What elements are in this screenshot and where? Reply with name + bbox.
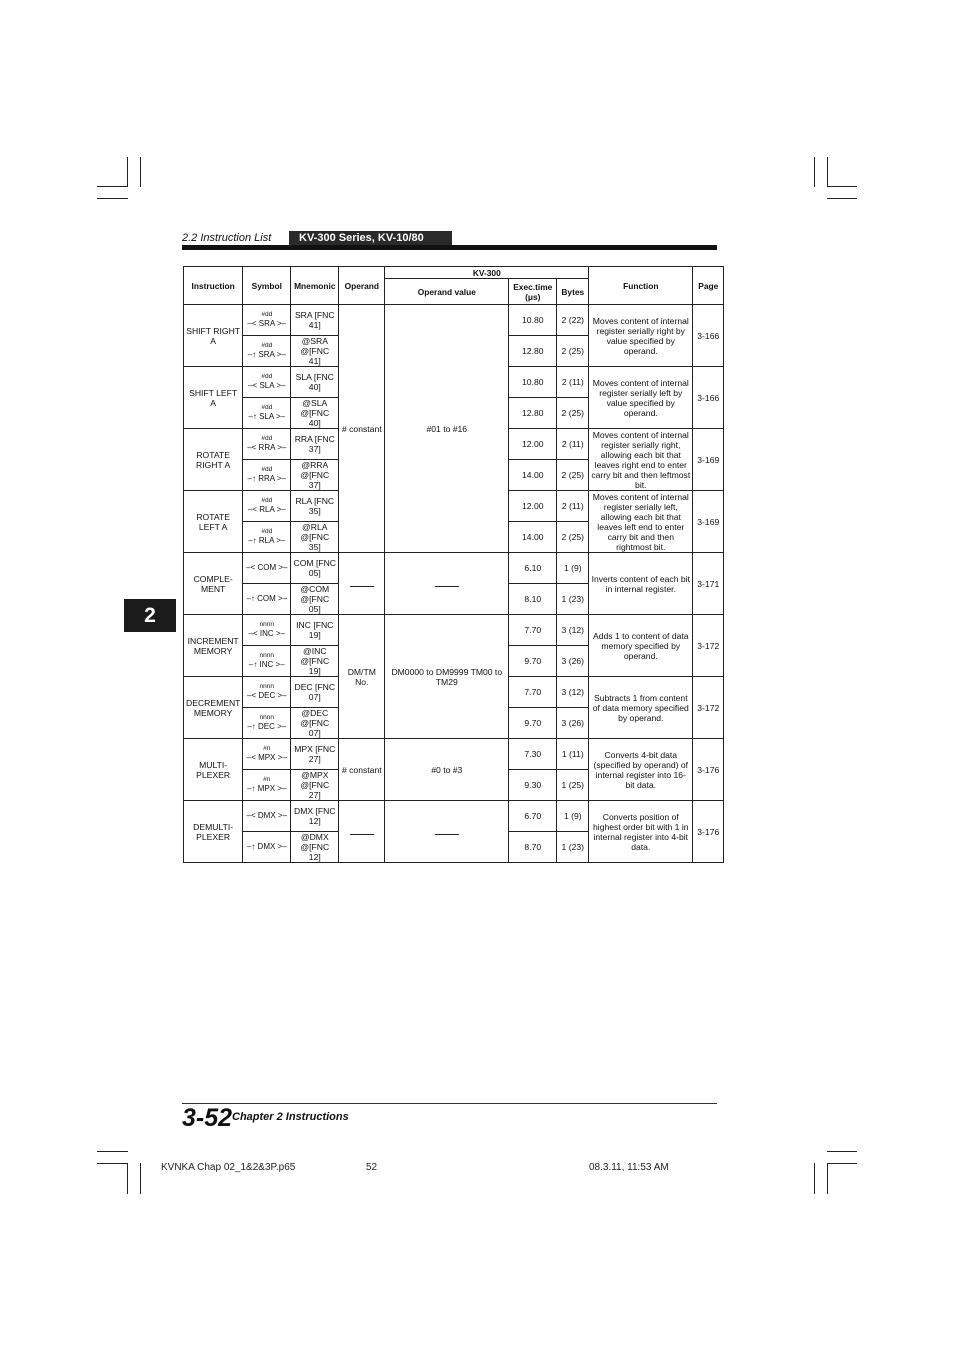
operand-value [385, 801, 509, 863]
symbol-operand-tag: #dd [261, 342, 273, 349]
crop-mark [140, 157, 141, 187]
symbol-graphic: –< INC >– [248, 629, 286, 638]
mnemonic: RRA [FNC 37] [291, 429, 339, 460]
table-row [184, 739, 724, 770]
function-desc: Moves content of internal register serially left by value specified by operand. [589, 367, 693, 429]
symbol-graphic: –< COM >– [246, 563, 288, 572]
bytes: 2 (25) [557, 398, 589, 429]
bytes: 2 (11) [557, 367, 589, 398]
crop-mark [827, 198, 857, 199]
function-desc: Moves content of internal register serially right by value specified by operand. [589, 305, 693, 367]
exec-time: 8.10 [509, 584, 557, 615]
function-desc: Moves content of internal register serially right, allowing each bit that leaves right end to enter carry bit and then leftmost bit. [589, 429, 693, 491]
symbol-operand-tag: nnnn [259, 652, 275, 659]
page-ref: 3-169 [693, 429, 724, 491]
mnemonic: DEC [FNC 07] [291, 677, 339, 708]
exec-time: 9.70 [509, 646, 557, 677]
instruction-name: MULTI- PLEXER [184, 739, 243, 801]
mnemonic: @RRA @[FNC 37] [291, 460, 339, 491]
crop-mark [127, 157, 128, 187]
instruction-name: ROTATE LEFT A [184, 491, 243, 553]
exec-time: 6.70 [509, 801, 557, 832]
symbol-graphic: –↑ SRA >– [247, 350, 286, 359]
ladder-symbol [243, 522, 291, 553]
footer-rule [182, 1103, 717, 1104]
bytes: 1 (9) [557, 553, 589, 584]
ladder-symbol [243, 305, 291, 336]
symbol-graphic: –< SRA >– [247, 319, 287, 328]
table-row [184, 553, 724, 584]
mnemonic: @RLA @[FNC 35] [291, 522, 339, 553]
mnemonic: MPX [FNC 27] [291, 739, 339, 770]
mnemonic: @DMX @[FNC 12] [291, 832, 339, 863]
symbol-graphic: –< RLA >– [247, 505, 286, 514]
page-ref: 3-166 [693, 367, 724, 429]
col-kv300: KV-300 [385, 267, 589, 279]
bytes: 3 (26) [557, 708, 589, 739]
mnemonic: RLA [FNC 35] [291, 491, 339, 522]
symbol-operand-tag: #dd [261, 373, 273, 380]
page-ref: 3-172 [693, 615, 724, 677]
function-desc: Subtracts 1 from content of data memory specified by operand. [589, 677, 693, 739]
bytes: 1 (23) [557, 832, 589, 863]
ladder-symbol [243, 336, 291, 367]
exec-time: 10.80 [509, 367, 557, 398]
bytes: 2 (25) [557, 460, 589, 491]
bytes: 2 (25) [557, 336, 589, 367]
bytes: 3 (12) [557, 677, 589, 708]
bytes: 3 (26) [557, 646, 589, 677]
function-desc: Converts 4-bit data (specified by operand) of internal register into 16- bit data. [589, 739, 693, 801]
symbol-graphic: –↑ COM >– [246, 594, 288, 603]
operand: DM/TM No. [339, 615, 385, 739]
operand [339, 801, 385, 863]
bytes: 2 (25) [557, 522, 589, 553]
symbol-operand-tag: #dd [261, 466, 273, 473]
dash-line [350, 834, 374, 835]
ladder-symbol [243, 584, 291, 615]
function-desc: Converts position of highest order bit with 1 in internal register into 4-bit data. [589, 801, 693, 863]
symbol-graphic: –< DMX >– [246, 811, 288, 820]
crop-mark [814, 157, 815, 187]
crop-mark [97, 1163, 128, 1164]
exec-time: 7.70 [509, 615, 557, 646]
instruction-name: COMPLE- MENT [184, 553, 243, 615]
mnemonic: SLA [FNC 40] [291, 367, 339, 398]
ladder-symbol [243, 832, 291, 863]
bytes: 2 (11) [557, 429, 589, 460]
dash-line [350, 586, 374, 587]
symbol-operand-tag: #dd [261, 528, 273, 535]
bytes: 2 (11) [557, 491, 589, 522]
mnemonic: @SLA @[FNC 40] [291, 398, 339, 429]
table-row [184, 305, 724, 336]
symbol-graphic: –< RRA >– [247, 443, 287, 452]
page-ref: 3-171 [693, 553, 724, 615]
dash-line [435, 834, 459, 835]
bytes: 3 (12) [557, 615, 589, 646]
page-ref: 3-172 [693, 677, 724, 739]
operand: # constant [339, 739, 385, 801]
instruction-name: INCREMENT MEMORY [184, 615, 243, 677]
symbol-graphic: –↑ INC >– [248, 660, 285, 669]
instruction-name: SHIFT LEFT A [184, 367, 243, 429]
ladder-symbol [243, 615, 291, 646]
mnemonic: @SRA @[FNC 41] [291, 336, 339, 367]
function-desc: Inverts content of each bit in internal register. [589, 553, 693, 615]
mnemonic: @COM @[FNC 05] [291, 584, 339, 615]
exec-time: 12.80 [509, 398, 557, 429]
symbol-graphic: –< MPX >– [246, 753, 287, 762]
crop-mark [827, 1163, 857, 1164]
table-row [184, 615, 724, 646]
page-ref: 3-166 [693, 305, 724, 367]
exec-time: 9.30 [509, 770, 557, 801]
symbol-graphic: –↑ SLA >– [248, 412, 286, 421]
crop-mark [97, 186, 128, 187]
crop-mark [827, 1163, 828, 1194]
symbol-operand-tag: nnnn [259, 714, 275, 721]
exec-time: 7.70 [509, 677, 557, 708]
chapter-tab: 2 [124, 599, 176, 632]
page-ref: 3-169 [693, 491, 724, 553]
crop-mark [97, 198, 128, 199]
ladder-symbol [243, 367, 291, 398]
exec-time: 9.70 [509, 708, 557, 739]
mnemonic: @INC @[FNC 19] [291, 646, 339, 677]
crop-mark [827, 1151, 857, 1152]
table-row [184, 801, 724, 832]
col-mnemonic: Mnemonic [291, 267, 339, 305]
instruction-table [183, 266, 724, 863]
mnemonic: DMX [FNC 12] [291, 801, 339, 832]
operand [339, 553, 385, 615]
section-title: 2.2 Instruction List [182, 232, 272, 244]
symbol-operand-tag: #n [263, 776, 271, 783]
crop-mark [827, 157, 828, 187]
symbol-operand-tag: #dd [261, 311, 273, 318]
exec-time: 12.80 [509, 336, 557, 367]
exec-time: 7.30 [509, 739, 557, 770]
crop-mark [127, 1163, 128, 1194]
operand-value: DM0000 to DM9999 TM00 to TM29 [385, 615, 509, 739]
mnemonic: @MPX @[FNC 27] [291, 770, 339, 801]
ladder-symbol [243, 770, 291, 801]
ladder-symbol [243, 646, 291, 677]
operand-value [385, 553, 509, 615]
bytes: 1 (9) [557, 801, 589, 832]
bytes: 1 (25) [557, 770, 589, 801]
operand-value: #0 to #3 [385, 739, 509, 801]
slug-datetime: 08.3.11, 11:53 AM [589, 1162, 669, 1173]
symbol-graphic: –↑ DMX >– [246, 842, 287, 851]
ladder-symbol [243, 429, 291, 460]
exec-time: 12.00 [509, 491, 557, 522]
ladder-symbol [243, 553, 291, 584]
symbol-operand-tag: #dd [261, 497, 273, 504]
exec-time: 14.00 [509, 460, 557, 491]
col-operand: Operand [339, 267, 385, 305]
exec-time: 10.80 [509, 305, 557, 336]
slug-file: KVNKA Chap 02_1&2&3P.p65 [161, 1162, 296, 1173]
crop-mark [827, 186, 857, 187]
mnemonic: INC [FNC 19] [291, 615, 339, 646]
operand-value: #01 to #16 [385, 305, 509, 553]
ladder-symbol [243, 801, 291, 832]
exec-time: 6.10 [509, 553, 557, 584]
page-number: 3-52 [182, 1104, 233, 1132]
header-rule [182, 245, 717, 250]
ladder-symbol [243, 739, 291, 770]
mnemonic: COM [FNC 05] [291, 553, 339, 584]
exec-time: 8.70 [509, 832, 557, 863]
symbol-operand-tag: #dd [261, 435, 273, 442]
ladder-symbol [243, 708, 291, 739]
col-instruction: Instruction [184, 267, 243, 305]
instruction-name: DECREMENT MEMORY [184, 677, 243, 739]
exec-time: 14.00 [509, 522, 557, 553]
exec-time: 12.00 [509, 429, 557, 460]
chapter-label: Chapter 2 Instructions [232, 1111, 349, 1123]
ladder-symbol [243, 398, 291, 429]
col-symbol: Symbol [243, 267, 291, 305]
slug-sheet: 52 [366, 1162, 378, 1173]
symbol-graphic: –↑ RLA >– [248, 536, 286, 545]
function-desc: Moves content of internal register serially left, allowing each bit that leaves left end to enter carry bit and then rightmost bit. [589, 491, 693, 553]
bytes: 1 (11) [557, 739, 589, 770]
instruction-name: DEMULTI- PLEXER [184, 801, 243, 863]
symbol-operand-tag: #dd [261, 404, 273, 411]
col-operand-value: Operand value [385, 279, 509, 305]
crop-mark [140, 1163, 141, 1194]
symbol-graphic: –< SLA >– [248, 381, 286, 390]
page-ref: 3-176 [693, 801, 724, 863]
symbol-graphic: –↑ MPX >– [247, 784, 287, 793]
ladder-symbol [243, 677, 291, 708]
bytes: 2 (22) [557, 305, 589, 336]
symbol-operand-tag: nnnn [259, 621, 275, 628]
operand: # constant [339, 305, 385, 553]
col-page: Page [693, 267, 724, 305]
symbol-operand-tag: #n [263, 745, 271, 752]
bytes: 1 (23) [557, 584, 589, 615]
symbol-graphic: –↑ RRA >– [247, 474, 287, 483]
ladder-symbol [243, 491, 291, 522]
mnemonic: SRA [FNC 41] [291, 305, 339, 336]
col-function: Function [589, 267, 693, 305]
col-bytes: Bytes [557, 279, 589, 305]
symbol-graphic: –↑ DEC >– [247, 722, 287, 731]
dash-line [435, 586, 459, 587]
instruction-name: SHIFT RIGHT A [184, 305, 243, 367]
function-desc: Adds 1 to content of data memory specified by operand. [589, 615, 693, 677]
symbol-graphic: –< DEC >– [246, 691, 287, 700]
col-exec-time: Exec.time (μs) [509, 279, 557, 305]
page-ref: 3-176 [693, 739, 724, 801]
symbol-operand-tag: nnnn [259, 683, 275, 690]
instruction-name: ROTATE RIGHT A [184, 429, 243, 491]
crop-mark [97, 1151, 128, 1152]
ladder-symbol [243, 460, 291, 491]
mnemonic: @DEC @[FNC 07] [291, 708, 339, 739]
series-banner: KV-300 Series, KV-10/80 [289, 231, 452, 245]
crop-mark [814, 1163, 815, 1194]
